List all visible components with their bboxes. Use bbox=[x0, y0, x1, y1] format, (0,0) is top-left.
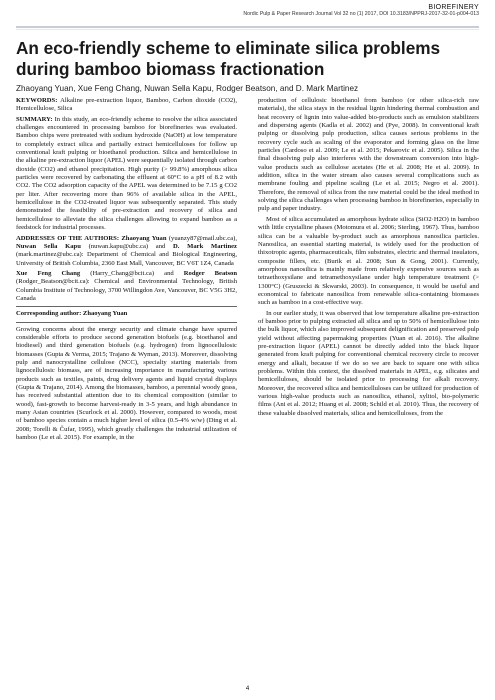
address-text-4: (Harry_Chang@bcit.ca) and bbox=[90, 269, 174, 277]
summary bbox=[16, 116, 237, 233]
article-title: An eco-friendly scheme to eliminate silica problems during bamboo biomass fractionation bbox=[16, 38, 441, 79]
address-author-3: D. Mark Martinez bbox=[173, 242, 237, 250]
summary-label: SUMMARY: bbox=[16, 115, 53, 123]
address-author-1: Zhaoyang Yuan bbox=[121, 234, 167, 242]
author-addresses-2 bbox=[16, 270, 237, 303]
addresses-label: ADDRESSES OF THE AUTHORS: bbox=[16, 234, 120, 242]
address-author-2: Nuwan Sella Kapu bbox=[16, 242, 81, 250]
section-divider bbox=[16, 322, 237, 323]
author-list: Zhaoyang Yuan, Xue Feng Chang, Nuwan Sella Kapu, Rodger Beatson, and D. Mark Martinez bbox=[16, 84, 359, 93]
address-author-5: Rodger Beatson bbox=[183, 269, 237, 277]
address-text-2: (nuwan.kapu@ubc.ca) and bbox=[88, 242, 166, 250]
section-label: BIOREFINERY bbox=[428, 4, 479, 11]
keywords-text: Alkaline pre-extraction liquor, Bamboo, Carbon dioxide (CO2), Hemicellulose, Silica bbox=[16, 97, 237, 113]
summary-text: In this study, an eco-friendly scheme to resolve the silica associated challenges encountered in processing bamboo for biorefineries was evaluated. Bamboo chips were pretreated with sodium hydroxide (NaOH) at low temperature to completely extract silica and partially extract hemicelluloses for follow up conventional kraft pulping or bioethanol production. Silica and hemicellulose in the alkaline pre-extraction liquor (APEL) were sequentially isolated through carbon dioxide (CO2) and ethanol precipitation. High purity (> 99.8%) amorphous silica particles were recovered by carbonating the effluent at 60°C to a pH of 8.2 with CO2. The CO2 adsorption capacity of the APEL was determined to be 7.15 g CO2 per liter. After recovering more than 96% of available silica in the APEL, hemicellulose in the CO2-treated liquor was subsequently separated. This study demonstrated the feasibility of pre-extraction and recovery of silica and hemicellulose to alleviate the silica challenges allowing to expand bamboo as a feedstock for industrial processes. bbox=[16, 115, 237, 232]
left-column bbox=[16, 97, 237, 444]
page-number: 4 bbox=[245, 686, 250, 692]
keywords-label: KEYWORDS: bbox=[16, 97, 58, 104]
author-addresses bbox=[16, 235, 237, 268]
section-divider bbox=[16, 306, 237, 307]
body-paragraph-2: Most of silica accumulated as amorphous hydrate silica (SiO2·H2O) in bamboo with little crystalline phases (Motomura et al. 2006; Sterling, 1967). Thus, bamboo silica can be a valuable by-product such as amorphous nanosilica particles. Nanosilica, an essential starting material, is widely used for the production of thixotropic agents, pharmaceuticals, film substrates, electric and thermal insulators, composite fillers, etc. (Burik et al. 2008; Sun & Gong, 2001). Currently, amorphous nanosilica is mainly made from relatively expensive sources such as tetraethoxysilane and tetramethoxysilane under high temperature treatment (> 1300°C) (Gruszecki & Skwarski, 2003). In consequence, it would be useful and economical to fabricate nanosilica from renewable silica-containing biomasses such as bamboo in a cost-effective way. bbox=[258, 215, 479, 307]
address-text-5: (Rodger_Beatson@bcit.ca): Chemical and Environmental Technology, British Columbia Institute of Technology, 3700 Willingdon Ave, Vancouver, BC V5G 3H2, Canada bbox=[16, 278, 237, 302]
running-header bbox=[243, 4, 479, 17]
address-author-4: Xue Feng Chang bbox=[16, 269, 81, 277]
body-paragraph-3: In our earlier study, it was observed that low temperature alkaline pre-extraction of bamboo prior to pulping extracted all silica and up to 50% of hemicellulose into the bulk liquor, which also improved subsequent delignification and preserved pulp yield without affecting papermaking properties (Yuan et al. 2016). The alkaline pre-extraction liquor (APEL) cannot be directly added into the black liquor generated from kraft pulping for conventional chemical recovery circle to recover energy and alkali, because if we do so we are back to square one with silica problems. Within this context, the dissolved materials in APEL, e.g. silicates and hemicelluloses, should be isolated prior to processing for alkali recovery. Moreover, the recovered silica and hemicelluloses can be utilized for production of various high-value products such as nanosilica, ethanol, xylitol, bio-polymeric films (Ani et al. 2012; Huang et al. 2008; Schild et al. 2010). Thus, the recovery of these valuable dissolved materials, silica and hemicelluloses, from the bbox=[258, 309, 479, 417]
header-rule bbox=[16, 26, 479, 28]
address-text-1: (yuanzy87@mail.ubc.ca), bbox=[168, 234, 237, 242]
header-rule-thin bbox=[16, 29, 479, 30]
body-paragraph-1: production of cellulosic bioethanol from bamboo (or other silica-rich raw materials), the silica stays in the residual lignin hindering thermal combustion and heat recovery of lignin into value-added bio-products such as emulsion stabilizers and dispersing agents (Kadla et al. 2002) and (Pye, 2008). In conventional kraft pulping or dissolving pulp production, silica causes serious problems in the recovery cycle such as scaling of the evaporator and forming glass on the lime particles (Cardoso et al. 2009; Le et al. 2015; Pekarovic et al. 2005). Silica in the final dissolving pulp also interferes with the downstream conversion into high-value products such as cellulose acetates (He et al. 2008; He et al. 2009). In addition, silica in the water stream also causes several complications such as membrane fouling and pipeline scaling (Le et al. 2015; Negro et al. 2001). Therefore, the removal of silica from the raw material could be the ideal method in solving the silica challenges when processing bamboo in biorefineries, especially in pulp and paper industry. bbox=[258, 97, 480, 213]
journal-citation: Nordic Pulp & Paper Research Journal Vol 32 no (1) 2017, DOI 10.3183/NPPRJ-2017-32-01-p004-013 bbox=[243, 11, 479, 17]
right-column bbox=[258, 97, 479, 420]
corresponding-author: Corresponding author: Zhaoyang Yuan bbox=[16, 310, 128, 318]
intro-paragraph: Growing concerns about the energy security and climate change have spurred considerable efforts to produce second generation biofuels (e.g. bioethanol and biodiesel) and third generation biofuels (e.g. hydrogen) from lignocellulosic biomasses (Gupta & Verma, 2015; Trajano & Wyman, 2013). Moreover, dissolving pulp and nanocrystalline cellulose (NCC), specialty starting materials from lignocellulosic biomass, are of increasing importance in manufacturing various products such as textiles, paints, drug delivery agents and liquid crystal displays (Gupta & Trajano, 2014). Among the biomasses, bamboo, a perennial woody grass, has received substantial attention due to its chemical composition (similar to wood), fast-growth to become harvest-ready in 3-5 years, and high abundance in many Asian countries (Scurlock et al. 2000). However, compared to woods, most of bamboo species contain a much higher level of silica (0.5-4% w/w) (Ding et al. 2008; Torelli & Čufar, 1995), which greatly challenges the industrial utilization of bamboo (Le et al. 2015). For example, in the bbox=[16, 325, 237, 442]
keywords bbox=[16, 97, 237, 114]
address-text-3: (mark.martinez@ubc.ca): Department of Chemical and Biological Engineering, University of British Columbia, 2360 East Mall, Vancouver, BC V6T 1Z4, Canada bbox=[16, 251, 237, 267]
